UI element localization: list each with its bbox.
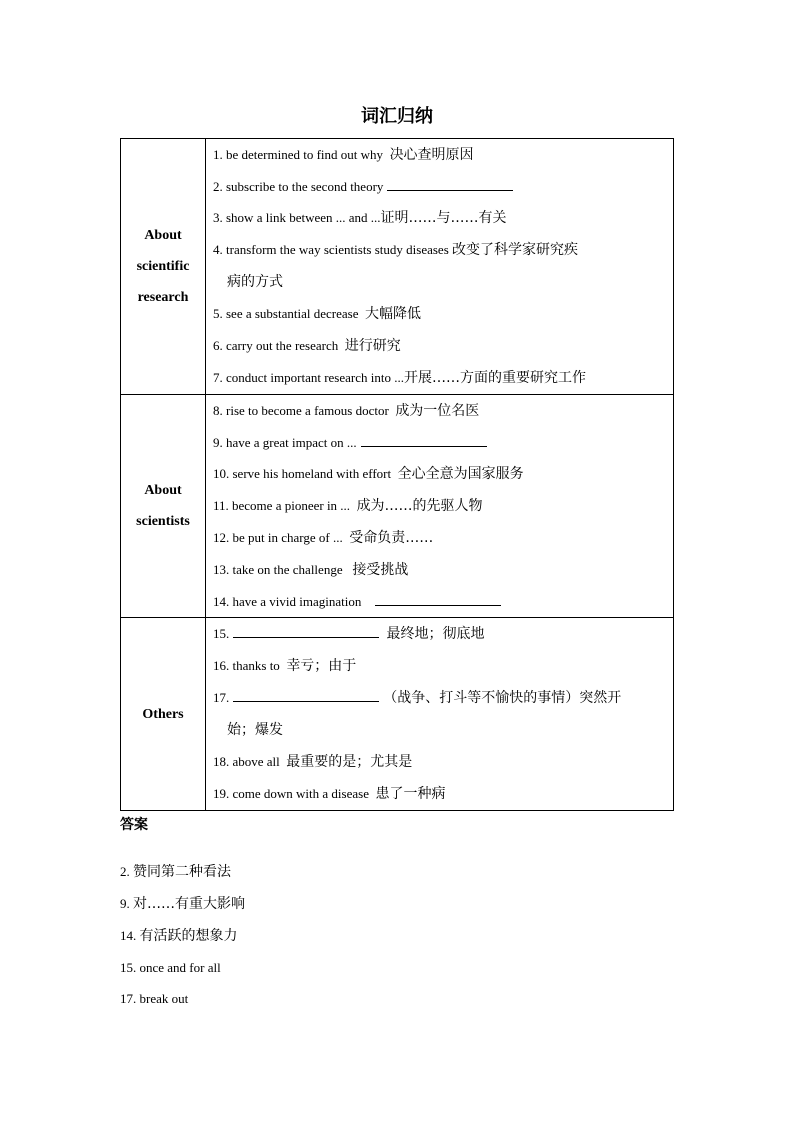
answer-text: 对……有重大影响 bbox=[133, 896, 245, 912]
phrase-en: 8. rise to become a famous doctor bbox=[213, 403, 389, 418]
answer-item bbox=[120, 888, 245, 920]
answers-heading: 答案 bbox=[120, 817, 148, 833]
phrase-en: 17. bbox=[213, 690, 230, 705]
answers-list bbox=[120, 856, 245, 1014]
list-item bbox=[213, 746, 667, 778]
answer-number: 2. bbox=[120, 864, 130, 879]
answer-number: 15. bbox=[120, 960, 137, 975]
answer-blank bbox=[361, 445, 487, 447]
list-item bbox=[213, 362, 667, 394]
table-row bbox=[121, 395, 674, 618]
answer-blank bbox=[375, 604, 501, 606]
phrase-en: 11. become a pioneer in ... bbox=[213, 498, 351, 513]
vocabulary-table bbox=[120, 138, 674, 811]
answer-number: 17. bbox=[120, 991, 137, 1006]
phrase-en: 2. subscribe to the second theory bbox=[213, 179, 384, 194]
phrase-cn: 病的方式 bbox=[227, 274, 283, 290]
items-cell bbox=[206, 618, 674, 811]
phrase-cn: （战争、打斗等不愉快的事情）突然开 bbox=[383, 690, 622, 706]
answer-blank bbox=[387, 189, 513, 191]
phrase-cn: 证明……与……有关 bbox=[380, 210, 507, 226]
list-item bbox=[213, 618, 667, 650]
list-item bbox=[213, 234, 667, 266]
category-label: Others bbox=[142, 706, 184, 722]
items-cell bbox=[206, 139, 674, 395]
category-cell bbox=[121, 395, 206, 618]
list-item bbox=[213, 330, 667, 362]
list-item bbox=[213, 298, 667, 330]
phrase-en: 12. be put in charge of ... bbox=[213, 530, 343, 545]
answer-item bbox=[120, 952, 245, 983]
answer-text: once and for all bbox=[139, 960, 221, 975]
table-row bbox=[121, 618, 674, 811]
phrase-cn: 开展……方面的重要研究工作 bbox=[403, 370, 586, 386]
category-cell bbox=[121, 139, 206, 395]
list-item bbox=[213, 554, 667, 586]
phrase-cn: 患了一种病 bbox=[375, 786, 446, 802]
list-item bbox=[213, 778, 667, 810]
answer-number: 14. bbox=[120, 928, 137, 943]
phrase-cn: 进行研究 bbox=[344, 338, 401, 354]
category-cell bbox=[121, 618, 206, 811]
answer-text: 赞同第二种看法 bbox=[133, 864, 231, 880]
phrase-cn: 接受挑战 bbox=[352, 562, 409, 578]
list-item bbox=[213, 682, 667, 714]
phrase-en: 9. have a great impact on ... bbox=[213, 435, 357, 450]
list-item bbox=[213, 395, 667, 427]
answer-blank bbox=[233, 636, 379, 638]
phrase-en: 16. thanks to bbox=[213, 658, 280, 673]
answer-text: 有活跃的想象力 bbox=[139, 928, 238, 944]
phrase-en: 5. see a substantial decrease bbox=[213, 306, 359, 321]
list-item-continuation bbox=[213, 714, 667, 746]
category-label: research bbox=[137, 290, 189, 305]
list-item bbox=[213, 202, 667, 234]
answer-text: break out bbox=[139, 991, 189, 1006]
phrase-cn: 成为……的先驱人物 bbox=[356, 498, 483, 514]
phrase-cn: 最重要的是；尤其是 bbox=[286, 754, 413, 770]
phrase-en: 3. show a link between ... and ... bbox=[213, 210, 381, 225]
phrase-en: 6. carry out the research bbox=[213, 338, 339, 353]
phrase-en: 10. serve his homeland with effort bbox=[213, 466, 392, 481]
phrase-en: 14. have a vivid imagination bbox=[213, 594, 362, 609]
phrase-en: 7. conduct important research into ... bbox=[213, 370, 404, 385]
list-item bbox=[213, 458, 667, 490]
answer-item bbox=[120, 983, 245, 1014]
list-item bbox=[213, 650, 667, 682]
answer-item bbox=[120, 920, 245, 952]
category-label: About bbox=[144, 483, 182, 498]
phrase-en: 1. be determined to find out why bbox=[213, 147, 384, 162]
list-item-continuation bbox=[213, 266, 667, 298]
phrase-en: 18. above all bbox=[213, 754, 280, 769]
table-row bbox=[121, 139, 674, 395]
category-label: scientific bbox=[136, 259, 190, 274]
phrase-cn: 大幅降低 bbox=[364, 306, 421, 322]
items-cell bbox=[206, 395, 674, 618]
phrase-cn: 成为一位名医 bbox=[395, 403, 480, 419]
phrase-cn: 最终地；彻底地 bbox=[386, 626, 485, 642]
phrase-cn: 始；爆发 bbox=[227, 722, 283, 738]
category-label: scientists bbox=[136, 514, 190, 529]
phrase-cn: 改变了科学家研究疾 bbox=[452, 242, 579, 258]
phrase-en: 4. transform the way scientists study diseases bbox=[213, 242, 449, 257]
category-label: About bbox=[144, 228, 182, 243]
phrase-cn: 决心查明原因 bbox=[389, 147, 474, 163]
list-item bbox=[213, 522, 667, 554]
answer-item bbox=[120, 856, 245, 888]
phrase-en: 15. bbox=[213, 626, 230, 641]
phrase-cn: 全心全意为国家服务 bbox=[397, 466, 524, 482]
list-item bbox=[213, 586, 667, 617]
answer-blank bbox=[233, 700, 379, 702]
phrase-cn: 受命负责…… bbox=[349, 530, 434, 546]
phrase-en: 19. come down with a disease bbox=[213, 786, 369, 801]
list-item bbox=[213, 139, 667, 171]
list-item bbox=[213, 490, 667, 522]
list-item bbox=[213, 427, 667, 458]
page-title: 词汇归纳 bbox=[361, 106, 433, 127]
answer-number: 9. bbox=[120, 896, 130, 911]
phrase-en: 13. take on the challenge bbox=[213, 562, 343, 577]
list-item bbox=[213, 171, 667, 202]
phrase-cn: 幸亏；由于 bbox=[286, 658, 357, 674]
